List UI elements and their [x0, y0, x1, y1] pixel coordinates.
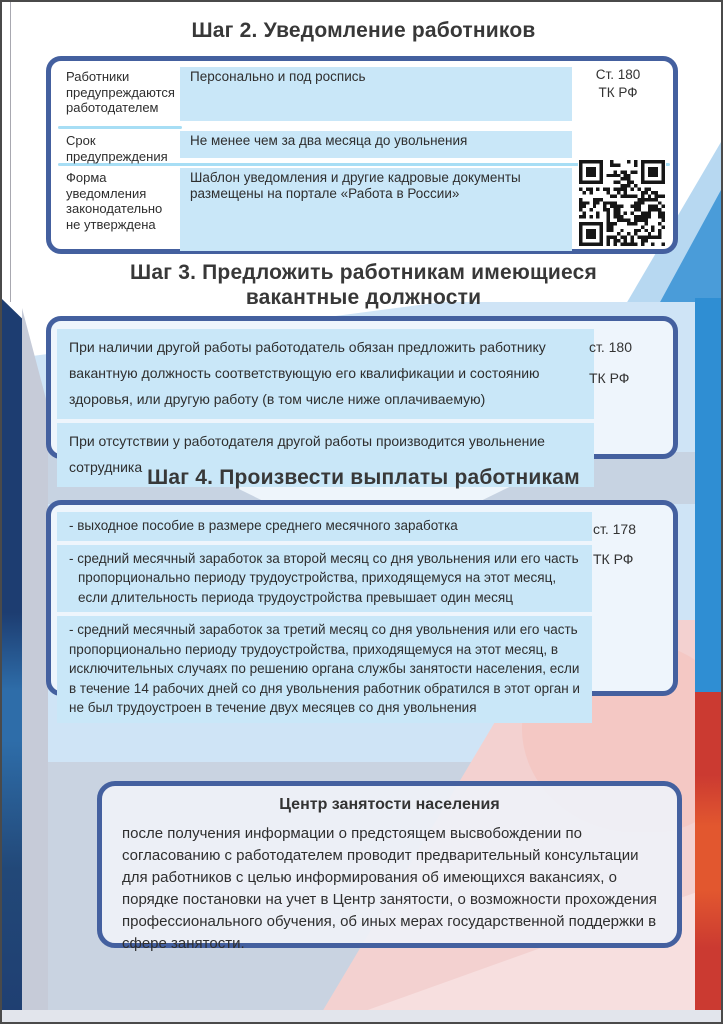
step3-title-line1: Шаг 3. Предложить работникам имеющиеся — [130, 261, 597, 284]
row-value: Персонально и под роспись — [180, 67, 572, 121]
law-reference — [589, 332, 657, 394]
step2-box — [46, 56, 678, 254]
step4-box — [46, 500, 678, 715]
law-article: ст. 178 — [593, 521, 636, 537]
poster-content — [2, 2, 721, 1022]
step2-title: Шаг 2. Уведомление работников — [191, 19, 536, 42]
law-article: ст. 180 — [589, 339, 632, 355]
row-value: Не менее чем за два месяца до увольнения — [180, 131, 572, 158]
employment-center-box — [97, 781, 682, 952]
step3-box — [46, 316, 678, 475]
row-label: Срок предупреждения — [66, 133, 168, 164]
row-separator — [58, 126, 182, 129]
list-item: При наличии другой работы работодатель обязан предложить работнику вакантную должность соответствующую его квалификации и состоянию здоровья, или другую работу (в том числе ниже оплачиваемую) — [57, 329, 594, 419]
employment-center-title: Центр занятости населения — [279, 796, 500, 813]
list-item: При отсутствии у работодателя другой работы производится увольнение сотрудника — [57, 423, 594, 487]
qr-code — [578, 160, 666, 246]
law-code: ТК РФ — [593, 551, 634, 567]
list-item: - средний месячный заработок за второй месяц со дня увольнения или его часть пропорционально периоду трудоустройства, приходящемуся на этот месяц, если длительность периода трудоустройства превышает один месяц — [57, 545, 592, 613]
step3-title — [2, 260, 723, 310]
step4-title: Шаг 4. Произвести выплаты работникам — [147, 466, 580, 489]
law-article: Ст. 180 — [595, 67, 641, 82]
law-reference — [577, 66, 659, 102]
row-label: Работники предупреждаются работодателем — [66, 69, 175, 115]
table-row — [58, 131, 673, 164]
list-item: - средний месячный заработок за третий месяц со дня увольнения или его часть пропорционально периоду трудоустройства, приходящемуся на этот месяц, в исключительных случаях по решению органа службы занятости населения, если в течение 14 рабочих дней со дня увольнения работник обратился в этот орган и не был трудоустроен в течение двух месяцев со дня увольнения — [57, 616, 592, 723]
list-item: - выходное пособие в размере среднего месячного заработка — [57, 512, 592, 541]
step3-title-line2: вакантные должности — [245, 286, 482, 309]
employment-center-text: после получения информации о предстоящем высвобождении по согласованию с работодателем проводит предварительный консультации для работников с целью информирования об имеющихся вакансиях, о порядке постановки на учет в Центр занятости, о возможности прохождения профессионального обучения, об иных мерах государственной поддержки в сфере занятости. — [122, 825, 657, 952]
law-code: ТК РФ — [589, 370, 630, 386]
row-label: Форма уведомления законодательно не утверждена — [66, 170, 163, 232]
law-code: ТК РФ — [598, 85, 638, 100]
law-reference — [593, 514, 655, 574]
row-value: Шаблон уведомления и другие кадровые документы размещены на портале «Работа в России» — [180, 168, 572, 251]
